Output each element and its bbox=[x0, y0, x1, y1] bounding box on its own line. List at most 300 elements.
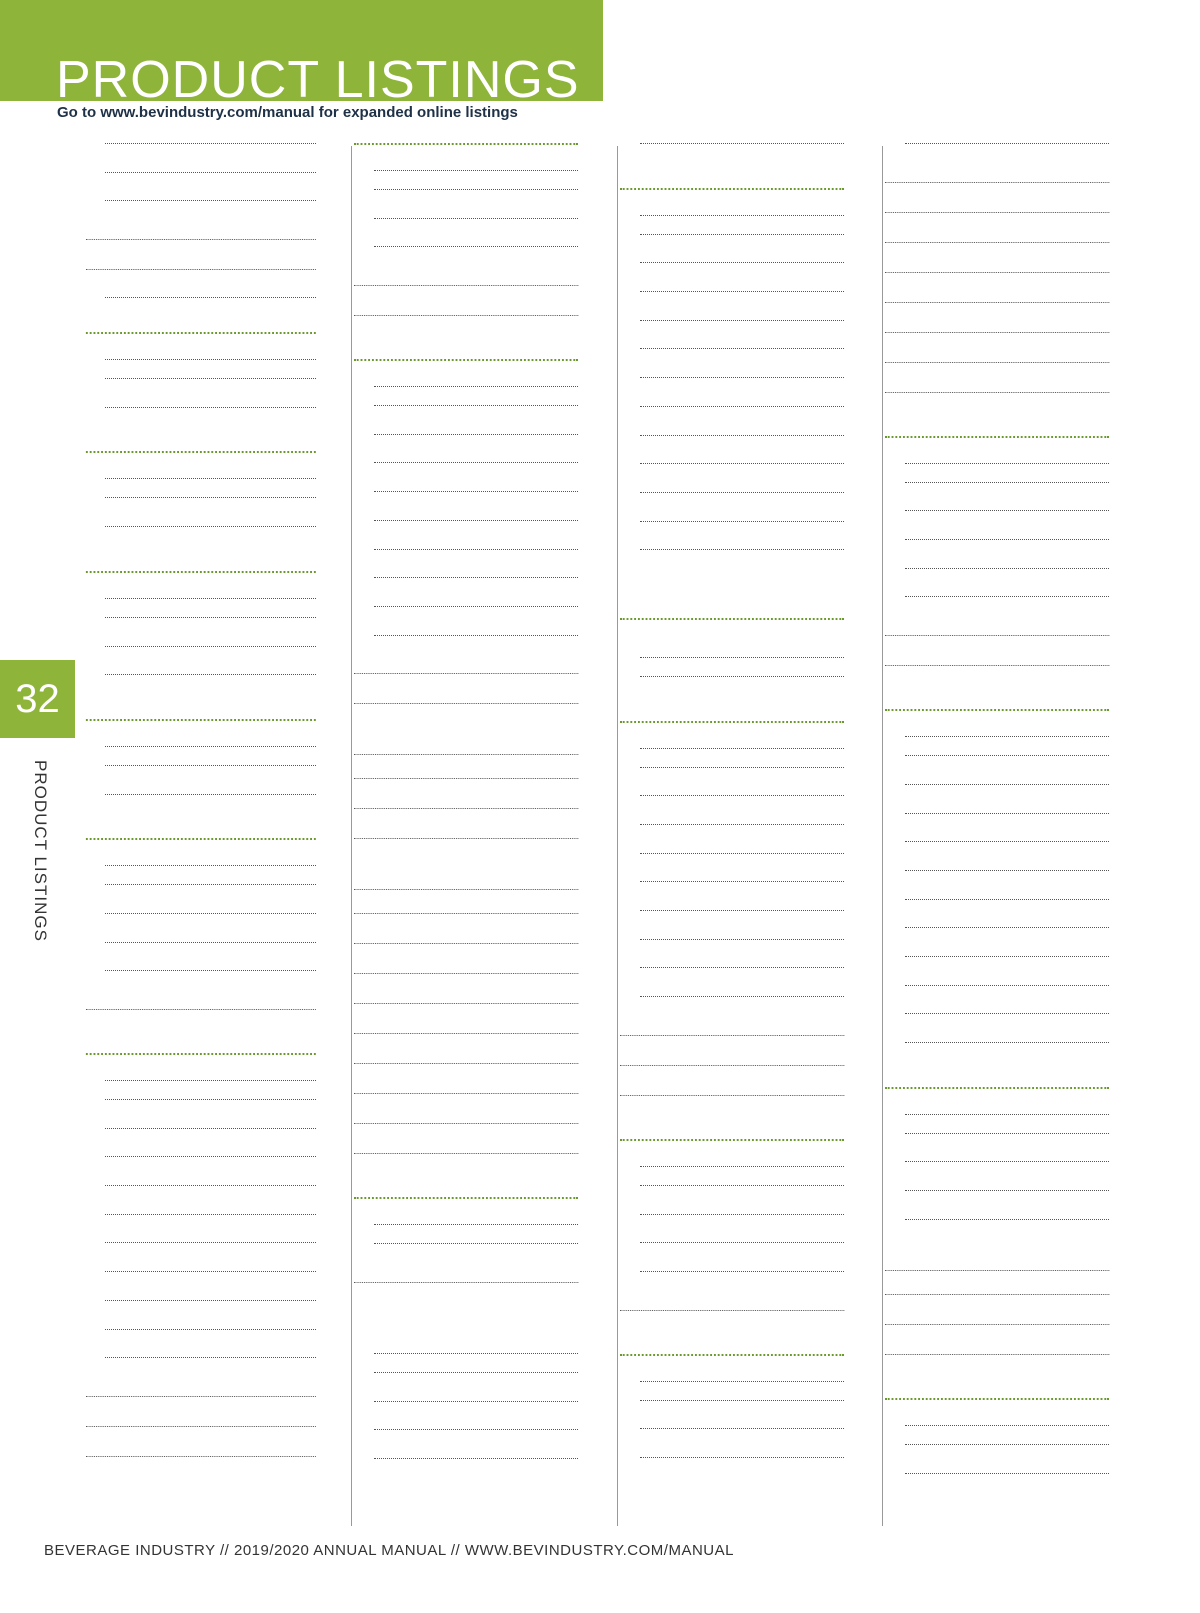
dot-leader bbox=[105, 1080, 316, 1081]
dot-leader bbox=[374, 1224, 578, 1225]
listing-subentry bbox=[883, 959, 1111, 988]
listing-subentry bbox=[618, 1245, 846, 1274]
listing-category-heading bbox=[84, 454, 318, 481]
dot-leader bbox=[105, 359, 316, 360]
listing-category-heading bbox=[352, 1329, 580, 1356]
listing-subentry bbox=[352, 1375, 580, 1404]
listing-entry bbox=[352, 1285, 580, 1313]
listing-subentry bbox=[618, 679, 846, 708]
listing-subentry bbox=[883, 758, 1111, 787]
listing-subentry bbox=[883, 513, 1111, 542]
dot-leader bbox=[354, 838, 578, 839]
listing-subentry bbox=[618, 466, 846, 495]
listing-category-heading bbox=[883, 1401, 1111, 1428]
dot-leader bbox=[885, 1087, 1109, 1089]
dot-leader bbox=[354, 778, 578, 779]
listing-subentry bbox=[618, 827, 846, 856]
listing-subentry bbox=[883, 1476, 1111, 1505]
dot-leader bbox=[905, 568, 1109, 569]
listing-subentry bbox=[618, 1274, 846, 1303]
listing-entry bbox=[883, 1253, 1111, 1295]
dot-leader bbox=[354, 1153, 578, 1154]
dot-leader bbox=[885, 392, 1109, 393]
dot-leader bbox=[105, 526, 316, 527]
listing-entry bbox=[352, 737, 580, 779]
listing-entry bbox=[352, 781, 580, 809]
listing-subentry bbox=[84, 381, 318, 410]
dot-leader bbox=[374, 170, 578, 171]
listing-entry bbox=[84, 1399, 318, 1427]
listing-category-heading bbox=[84, 722, 318, 749]
dot-leader bbox=[885, 332, 1109, 333]
dot-leader bbox=[620, 618, 844, 620]
listing-subentry bbox=[618, 524, 846, 553]
dot-leader bbox=[105, 1300, 316, 1301]
dot-leader bbox=[640, 377, 844, 378]
dot-leader bbox=[105, 478, 316, 479]
dot-leader bbox=[905, 1161, 1109, 1162]
listing-subentry bbox=[883, 844, 1111, 873]
dot-leader bbox=[374, 1243, 578, 1244]
listing-category-heading bbox=[352, 1200, 580, 1227]
dot-leader bbox=[105, 497, 316, 498]
dot-leader bbox=[885, 1398, 1109, 1400]
listing-subentry bbox=[84, 1217, 318, 1246]
dot-leader bbox=[86, 239, 316, 240]
dot-leader bbox=[374, 1458, 578, 1459]
dot-leader bbox=[640, 463, 844, 464]
listing-subentry bbox=[352, 638, 580, 667]
listing-entry bbox=[352, 841, 580, 869]
listing-entry bbox=[883, 638, 1111, 666]
dot-leader bbox=[640, 234, 844, 235]
listing-subentry bbox=[84, 1159, 318, 1188]
listing-subentry bbox=[618, 999, 846, 1028]
listing-subentry bbox=[883, 1193, 1111, 1222]
dot-leader bbox=[905, 755, 1109, 756]
listing-subentry bbox=[618, 351, 846, 380]
listing-subentry bbox=[84, 649, 318, 678]
listing-category-heading bbox=[618, 601, 846, 641]
listing-subentry bbox=[883, 1447, 1111, 1476]
dot-leader bbox=[905, 539, 1109, 540]
listing-entry bbox=[883, 1327, 1111, 1355]
listing-subentry bbox=[352, 249, 580, 278]
listing-entry bbox=[352, 976, 580, 1004]
listing-entry bbox=[352, 1036, 580, 1064]
listing-subentry bbox=[352, 609, 580, 638]
listing-entry bbox=[883, 365, 1111, 393]
dot-leader bbox=[86, 719, 316, 721]
dot-leader bbox=[374, 386, 578, 387]
listing-subentry bbox=[352, 221, 580, 250]
listing-entry bbox=[84, 1459, 318, 1487]
side-section-label: PRODUCT LISTINGS bbox=[31, 760, 50, 942]
dot-leader bbox=[640, 881, 844, 882]
dot-leader bbox=[374, 549, 578, 550]
dot-leader bbox=[885, 1324, 1109, 1325]
dot-leader bbox=[640, 824, 844, 825]
listing-subentry bbox=[618, 798, 846, 827]
dot-leader bbox=[885, 362, 1109, 363]
dot-leader bbox=[640, 262, 844, 263]
dot-leader bbox=[885, 182, 1109, 183]
listing-entry bbox=[618, 1098, 846, 1126]
dot-leader bbox=[86, 1009, 316, 1010]
listing-subentry bbox=[352, 408, 580, 437]
dot-leader bbox=[620, 1310, 844, 1311]
listing-subentry bbox=[618, 1460, 846, 1489]
listing-subentry bbox=[84, 529, 318, 558]
dot-leader bbox=[374, 189, 578, 190]
listing-subentry bbox=[618, 970, 846, 999]
listing-subentry bbox=[84, 916, 318, 945]
dot-leader bbox=[640, 521, 844, 522]
listing-entry bbox=[883, 1297, 1111, 1325]
listing-entry bbox=[352, 318, 580, 346]
listing-subentry bbox=[352, 1461, 580, 1490]
listing-entry bbox=[84, 242, 318, 270]
listing-category-heading bbox=[618, 724, 846, 751]
dot-leader bbox=[374, 577, 578, 578]
listing-subentry bbox=[618, 913, 846, 942]
listing-category-heading bbox=[84, 841, 318, 868]
listing-subentry bbox=[883, 1045, 1111, 1074]
dot-leader bbox=[105, 407, 316, 408]
dot-leader bbox=[354, 1003, 578, 1004]
listing-subentry bbox=[883, 930, 1111, 959]
listing-subentry bbox=[883, 599, 1111, 628]
dot-leader bbox=[105, 674, 316, 675]
listing-entry bbox=[84, 1429, 318, 1457]
dot-leader bbox=[374, 1353, 578, 1354]
dot-leader bbox=[105, 1214, 316, 1215]
dot-leader bbox=[354, 808, 578, 809]
listing-category-heading bbox=[883, 712, 1111, 739]
listing-subentry bbox=[883, 1016, 1111, 1045]
dot-leader bbox=[620, 188, 844, 190]
listing-subentry bbox=[84, 1303, 318, 1332]
dot-leader bbox=[354, 913, 578, 914]
listing-entry bbox=[352, 676, 580, 704]
dot-leader bbox=[105, 1156, 316, 1157]
listing-entry bbox=[352, 1006, 580, 1034]
listing-entry bbox=[883, 185, 1111, 213]
dot-leader bbox=[640, 1271, 844, 1272]
dot-leader bbox=[105, 1099, 316, 1100]
listing-subentry bbox=[883, 1164, 1111, 1193]
dot-leader bbox=[105, 200, 316, 201]
dot-leader bbox=[640, 1214, 844, 1215]
dot-leader bbox=[620, 1035, 844, 1036]
page-title: PRODUCT LISTINGS bbox=[56, 51, 580, 109]
dot-leader bbox=[105, 884, 316, 885]
dot-leader bbox=[640, 549, 844, 550]
dot-leader bbox=[885, 1294, 1109, 1295]
dot-leader bbox=[905, 463, 1109, 464]
dot-leader bbox=[105, 942, 316, 943]
listing-column-2 bbox=[351, 146, 588, 1526]
heading-line-2 bbox=[618, 621, 846, 641]
listing-subentry bbox=[618, 294, 846, 323]
dot-leader bbox=[105, 1242, 316, 1243]
listing-subentry bbox=[883, 146, 1111, 175]
dot-leader bbox=[640, 492, 844, 493]
dot-leader bbox=[354, 889, 578, 890]
listing-entry bbox=[352, 872, 580, 914]
dot-leader bbox=[86, 269, 316, 270]
dot-leader bbox=[86, 332, 316, 334]
dot-leader bbox=[374, 1429, 578, 1430]
dot-leader bbox=[354, 754, 578, 755]
dot-leader bbox=[374, 246, 578, 247]
dot-leader bbox=[905, 1042, 1109, 1043]
dot-leader bbox=[374, 405, 578, 406]
listing-entry bbox=[84, 1012, 318, 1040]
dot-leader bbox=[354, 1282, 578, 1283]
listing-subentry bbox=[883, 571, 1111, 600]
dot-leader bbox=[640, 657, 844, 658]
listing-subentry bbox=[618, 770, 846, 799]
dot-leader bbox=[374, 606, 578, 607]
listing-subentry bbox=[883, 787, 1111, 816]
dot-leader bbox=[905, 1190, 1109, 1191]
dot-leader bbox=[105, 172, 316, 173]
listing-subentry bbox=[883, 873, 1111, 902]
listing-subentry bbox=[84, 1274, 318, 1303]
listing-entry bbox=[618, 1313, 846, 1341]
dot-leader bbox=[640, 996, 844, 997]
listing-entry bbox=[883, 215, 1111, 243]
listing-subentry bbox=[883, 988, 1111, 1017]
listing-subentry bbox=[84, 300, 318, 319]
dot-leader bbox=[354, 673, 578, 674]
dot-leader bbox=[105, 1271, 316, 1272]
dot-leader bbox=[105, 617, 316, 618]
dot-leader bbox=[354, 359, 578, 361]
dot-leader bbox=[905, 1133, 1109, 1134]
dot-leader bbox=[105, 1185, 316, 1186]
dot-leader bbox=[86, 838, 316, 840]
listing-subentry bbox=[883, 485, 1111, 514]
listing-subentry bbox=[84, 797, 318, 826]
dot-leader bbox=[374, 635, 578, 636]
dot-leader bbox=[86, 1456, 316, 1457]
listing-entry bbox=[352, 1156, 580, 1184]
dot-leader bbox=[86, 571, 316, 573]
dot-leader bbox=[905, 1425, 1109, 1426]
dot-leader bbox=[640, 1381, 844, 1382]
dot-leader bbox=[620, 721, 844, 723]
dot-leader bbox=[885, 709, 1109, 711]
dot-leader bbox=[640, 910, 844, 911]
listing-subentry bbox=[352, 1246, 580, 1275]
dot-leader bbox=[640, 143, 844, 144]
listing-category-heading bbox=[84, 335, 318, 362]
listing-category-heading bbox=[618, 1142, 846, 1169]
dot-leader bbox=[105, 297, 316, 298]
listing-entry bbox=[883, 305, 1111, 333]
listing-subentry bbox=[352, 494, 580, 523]
dot-leader bbox=[354, 973, 578, 974]
dot-leader bbox=[105, 865, 316, 866]
listing-subentry bbox=[84, 677, 318, 706]
page-footer: BEVERAGE INDUSTRY // 2019/2020 ANNUAL MANUAL // WWW.BEVINDUSTRY.COM/MANUAL bbox=[44, 1542, 734, 1559]
dot-leader bbox=[105, 913, 316, 914]
listing-subentry bbox=[618, 884, 846, 913]
dot-leader bbox=[885, 1354, 1109, 1355]
listing-subentry bbox=[618, 409, 846, 438]
dot-leader bbox=[885, 436, 1109, 438]
listing-subentry bbox=[84, 973, 318, 1002]
dot-leader bbox=[105, 794, 316, 795]
dot-leader bbox=[885, 1270, 1109, 1271]
dot-leader bbox=[640, 1242, 844, 1243]
dot-leader bbox=[105, 746, 316, 747]
listing-subentry bbox=[618, 1403, 846, 1432]
dot-leader bbox=[640, 1400, 844, 1401]
dot-leader bbox=[354, 703, 578, 704]
dot-leader bbox=[105, 143, 316, 144]
dot-leader bbox=[105, 970, 316, 971]
listing-entry bbox=[352, 706, 580, 734]
listing-subentry bbox=[84, 500, 318, 529]
dot-leader bbox=[354, 1033, 578, 1034]
dot-leader bbox=[640, 1428, 844, 1429]
dot-leader bbox=[354, 1063, 578, 1064]
listing-subentry bbox=[618, 1217, 846, 1246]
dot-leader bbox=[640, 215, 844, 216]
entry-label-line-2 bbox=[352, 892, 580, 914]
listing-subentry bbox=[618, 552, 846, 581]
dot-leader bbox=[86, 1396, 316, 1397]
dot-leader bbox=[374, 491, 578, 492]
listing-subentry bbox=[618, 641, 846, 679]
dot-leader bbox=[640, 1457, 844, 1458]
listing-entry bbox=[352, 1126, 580, 1154]
listing-subentry bbox=[883, 816, 1111, 845]
listing-subentry bbox=[352, 437, 580, 466]
dot-leader bbox=[905, 482, 1109, 483]
listing-entry bbox=[352, 811, 580, 839]
dot-leader bbox=[354, 1093, 578, 1094]
listing-entry bbox=[352, 946, 580, 974]
listing-subentry bbox=[84, 203, 318, 232]
listing-subentry bbox=[883, 1222, 1111, 1251]
dot-leader bbox=[640, 676, 844, 677]
dot-leader bbox=[885, 302, 1109, 303]
listing-subentry bbox=[84, 146, 318, 175]
dot-leader bbox=[885, 212, 1109, 213]
listing-column-1 bbox=[84, 146, 318, 1526]
listing-entry bbox=[352, 916, 580, 944]
dot-leader bbox=[640, 1185, 844, 1186]
dot-leader bbox=[374, 1372, 578, 1373]
dot-leader bbox=[640, 939, 844, 940]
dot-leader bbox=[354, 315, 578, 316]
listing-subentry bbox=[84, 945, 318, 974]
dot-leader bbox=[354, 1123, 578, 1124]
dot-leader bbox=[105, 646, 316, 647]
listing-category-heading bbox=[618, 191, 846, 218]
listing-subentry bbox=[618, 265, 846, 294]
dot-leader bbox=[354, 285, 578, 286]
header-subtitle[interactable]: Go to www.bevindustry.com/manual for expanded online listings bbox=[57, 104, 518, 121]
listing-subentry bbox=[618, 323, 846, 352]
dot-leader bbox=[354, 943, 578, 944]
dot-leader bbox=[885, 635, 1109, 636]
dot-leader bbox=[905, 927, 1109, 928]
dot-leader bbox=[905, 1013, 1109, 1014]
listing-entry bbox=[618, 1038, 846, 1066]
listing-subentry bbox=[618, 380, 846, 409]
listing-subentry bbox=[618, 495, 846, 524]
dot-leader bbox=[905, 985, 1109, 986]
dot-leader bbox=[905, 510, 1109, 511]
dot-leader bbox=[905, 1114, 1109, 1115]
dot-leader bbox=[620, 1095, 844, 1096]
listing-entry bbox=[352, 1066, 580, 1094]
dot-leader bbox=[374, 218, 578, 219]
listing-column-4 bbox=[882, 146, 1119, 1526]
page-number-tab: 32 bbox=[0, 660, 75, 738]
dot-leader bbox=[86, 1053, 316, 1055]
dot-leader bbox=[640, 853, 844, 854]
dot-leader bbox=[905, 736, 1109, 737]
entry-label-line-2 bbox=[883, 1273, 1111, 1295]
dot-leader bbox=[640, 406, 844, 407]
listing-subentry bbox=[84, 410, 318, 439]
dot-leader bbox=[905, 956, 1109, 957]
dot-leader bbox=[354, 143, 578, 145]
dot-leader bbox=[105, 598, 316, 599]
listing-entry bbox=[883, 1357, 1111, 1385]
listing-subentry bbox=[84, 620, 318, 649]
listing-category-heading bbox=[84, 574, 318, 601]
listing-subentry bbox=[618, 942, 846, 971]
listing-category-heading bbox=[84, 1056, 318, 1083]
listing-subentry bbox=[618, 856, 846, 885]
dot-leader bbox=[105, 765, 316, 766]
listing-subentry bbox=[84, 1245, 318, 1274]
listing-subentry bbox=[618, 237, 846, 266]
listing-subentry bbox=[84, 1360, 318, 1389]
listing-subentry bbox=[618, 438, 846, 467]
dot-leader bbox=[620, 1354, 844, 1356]
dot-leader bbox=[640, 435, 844, 436]
dot-leader bbox=[885, 272, 1109, 273]
dot-leader bbox=[640, 1166, 844, 1167]
listing-column-3 bbox=[617, 146, 854, 1526]
dot-leader bbox=[905, 143, 1109, 144]
listing-subentry bbox=[352, 1404, 580, 1433]
dot-leader bbox=[640, 767, 844, 768]
dot-leader bbox=[374, 520, 578, 521]
listing-entry bbox=[883, 668, 1111, 696]
listing-category-heading bbox=[883, 1090, 1111, 1117]
listing-category-heading bbox=[883, 439, 1111, 466]
listing-entry bbox=[84, 272, 318, 300]
listing-subentry bbox=[84, 1188, 318, 1217]
dot-leader bbox=[105, 1357, 316, 1358]
dot-leader bbox=[374, 1401, 578, 1402]
dot-leader bbox=[105, 1128, 316, 1129]
listing-entry bbox=[352, 288, 580, 316]
listing-entry bbox=[883, 335, 1111, 363]
dot-leader bbox=[105, 1329, 316, 1330]
listing-subentry bbox=[84, 768, 318, 797]
listing-subentry bbox=[352, 523, 580, 552]
